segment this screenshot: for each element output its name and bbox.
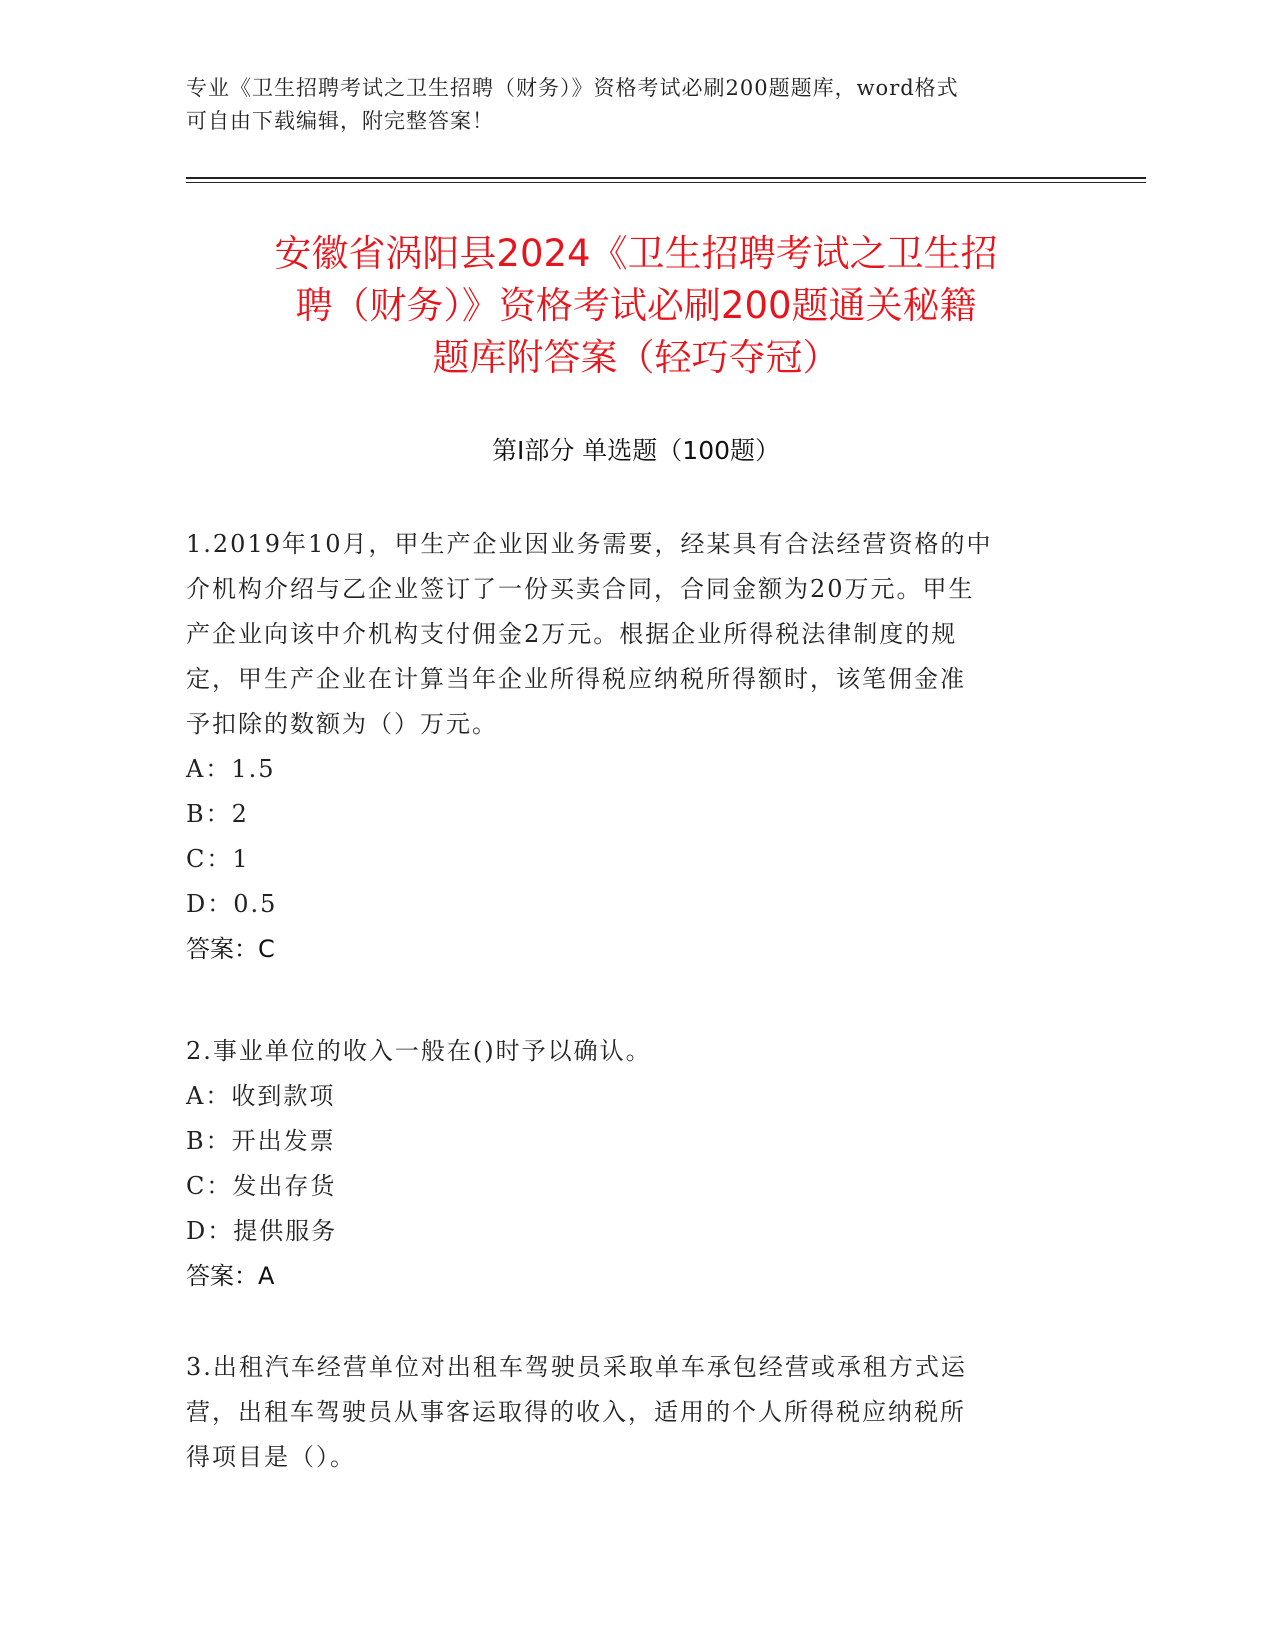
question-stem-line: 产企业向该中介机构支付佣金2万元。根据企业所得税法律制度的规 [186, 620, 958, 648]
question-1 [186, 522, 1076, 972]
option-a: A：收到款项 [186, 1082, 336, 1110]
header-note [186, 72, 1066, 138]
answer: 答案：C [186, 935, 275, 963]
header-divider-thin [186, 182, 1146, 183]
question-stem-line: 1.2019年10月，甲生产企业因业务需要，经某具有合法经营资格的中 [186, 530, 993, 558]
option-a: A：1.5 [186, 755, 276, 783]
header-note-line: 可自由下载编辑，附完整答案！ [186, 109, 494, 133]
header-note-line: 专业《卫生招聘考试之卫生招聘（财务）》资格考试必刷200题题库，word格式 [186, 76, 959, 100]
question-stem-line: 予扣除的数额为（）万元。 [186, 710, 498, 738]
question-stem-line: 3.出租汽车经营单位对出租车驾驶员采取单车承包经营或承租方式运 [186, 1353, 967, 1381]
document-title [186, 228, 1086, 384]
question-stem-line: 营，出租车驾驶员从事客运取得的收入，适用的个人所得税应纳税所 [186, 1398, 966, 1426]
document-title-line: 安徽省涡阳县2024《卫生招聘考试之卫生招 [274, 232, 998, 275]
option-d: D：提供服务 [186, 1217, 338, 1245]
option-b: B：开出发票 [186, 1127, 336, 1155]
document-title-line: 聘（财务）》资格考试必刷200题通关秘籍 [295, 284, 977, 327]
question-stem-line: 介机构介绍与乙企业签订了一份买卖合同，合同金额为20万元。甲生 [186, 575, 975, 603]
header-divider [186, 177, 1146, 179]
section-title: 第Ⅰ部分 单选题（100题） [491, 436, 781, 465]
option-c: C：发出存货 [186, 1172, 337, 1200]
question-stem-line: 得项目是（）。 [186, 1443, 356, 1471]
option-c: C：1 [186, 845, 250, 873]
question-stem-line: 定，甲生产企业在计算当年企业所得税应纳税所得额时，该笔佣金准 [186, 665, 966, 693]
answer: 答案：A [186, 1262, 275, 1290]
option-d: D：0.5 [186, 890, 278, 918]
option-b: B：2 [186, 800, 249, 828]
document-title-line: 题库附答案（轻巧夺冠） [432, 336, 840, 379]
question-3 [186, 1345, 1076, 1480]
question-2 [186, 1029, 1076, 1299]
question-stem-line: 2.事业单位的收入一般在()时予以确认。 [186, 1037, 652, 1065]
